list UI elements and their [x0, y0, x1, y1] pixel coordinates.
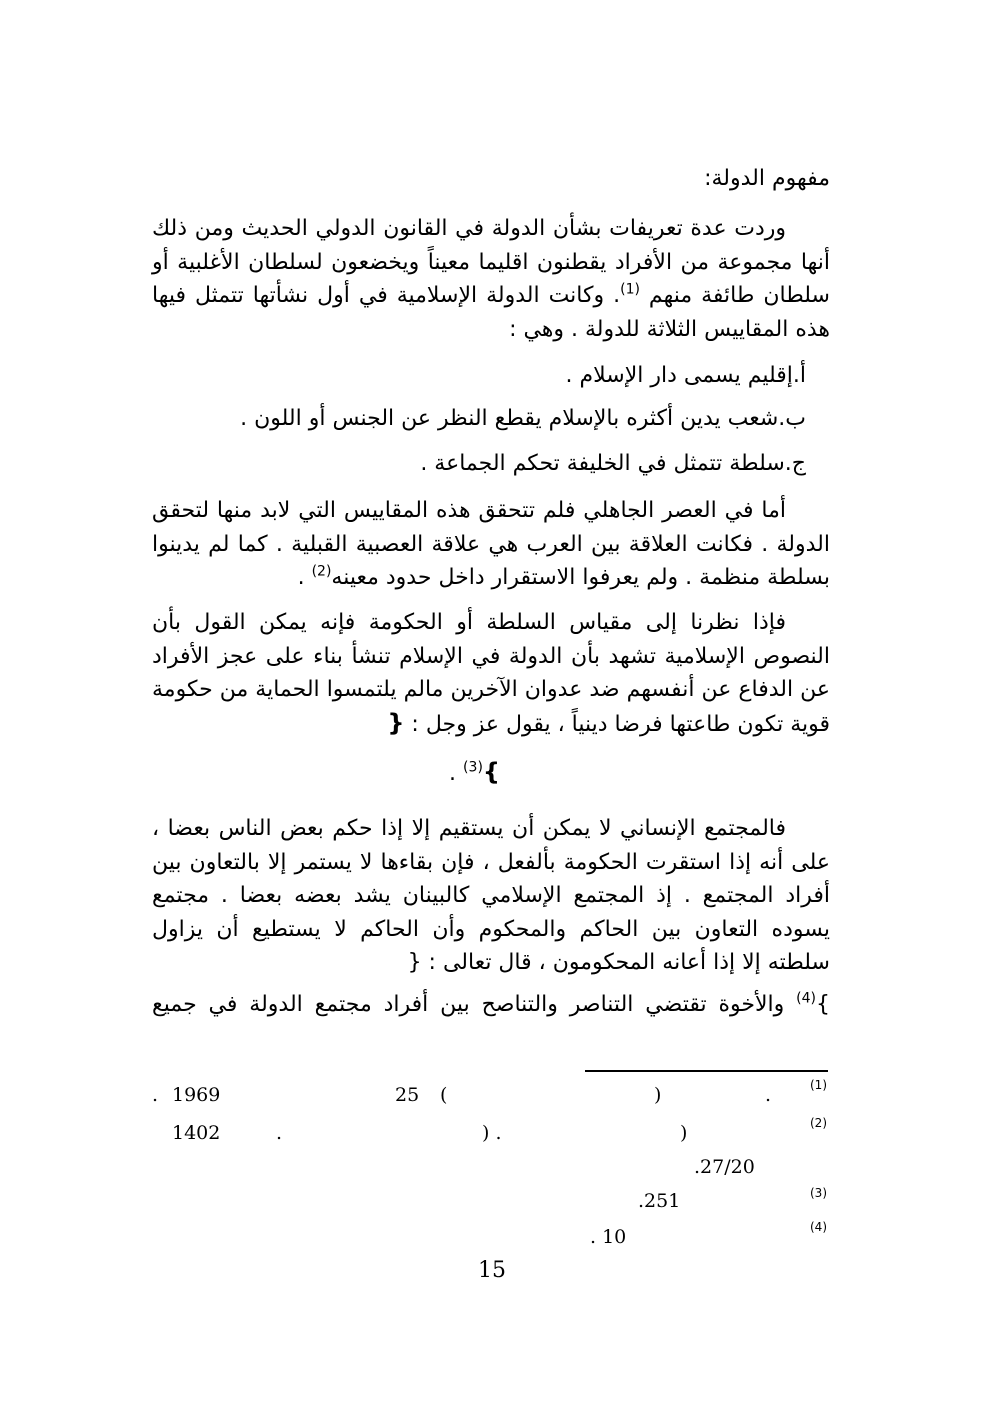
- paragraph-authority: [152, 606, 830, 741]
- page-number: 15: [478, 1258, 506, 1283]
- paragraph-text: وردت عدة تعريفات بشأن الدولة في القانون الدولي الحديث ومن ذلك أنها مجموعة من الأفراد يقطنون اقليما معيناً ويخضعون لسلطان الأغلبية أو سلطان طائفة منهم: [152, 216, 830, 308]
- footnote-2-dot: .: [276, 1122, 283, 1144]
- paragraph-text: فالمجتمع الإنساني لا يمكن أن يستقيم إلا إذا حكم بعض الناس بعضا ، على أنه إذا استقرت الحكومة بألفعل ، فإن بقاءها لا يستمر إلا بالتعاون بين أفراد المجتمع . إذ المجتمع الإسلامي كالبينان يشد بعضه بعضا . مجتمع يسوده التعاون بين الحاكم والمحكوم وأن الحاكم لا يستطيع أن يزاول سلطته إلا إذا أعانه المحكومون ، قال تعالى : {: [152, 816, 830, 975]
- footnote-1-dot: .: [765, 1084, 772, 1106]
- footnote-2-paren: ): [680, 1122, 688, 1144]
- footnote-1-year: 1969: [172, 1084, 221, 1106]
- footnote-mark-1: (1): [810, 1078, 827, 1092]
- list-item-territory: أ.إقليم يسمى دار الإسلام .: [565, 363, 806, 388]
- footnote-1-paren: (: [440, 1084, 448, 1106]
- quote-tail: [430, 758, 500, 786]
- section-heading: مفهوم الدولة:: [704, 166, 830, 191]
- quote-close-brace: }: [482, 758, 500, 786]
- list-item-people: ب.شعب يدين أكثره بالإسلام يقطع النظر عن الجنس أو اللون .: [240, 406, 806, 431]
- footnote-ref-1[interactable]: (1): [620, 281, 640, 298]
- paragraph-society: [152, 812, 830, 980]
- footnote-ref-4[interactable]: (4): [796, 990, 816, 1007]
- footnote-mark-4: (4): [810, 1220, 827, 1234]
- footnote-ref-3[interactable]: (3): [463, 759, 483, 776]
- footnote-2-year: 1402: [172, 1122, 221, 1144]
- footnote-1-page: 25: [395, 1084, 420, 1106]
- footnote-mark-3: (3): [810, 1186, 827, 1200]
- paragraph-text: .: [297, 565, 312, 590]
- paragraph-brotherhood: [152, 992, 830, 1017]
- footnote-ref-2[interactable]: (2): [311, 563, 332, 580]
- footnote-1-paren: ): [654, 1084, 662, 1106]
- footnote-separator: [585, 1070, 828, 1072]
- footnote-3-text: .251: [638, 1190, 681, 1212]
- list-item-authority: ج.سلطة تتمثل في الخليفة تحكم الجماعة .: [420, 451, 806, 476]
- paragraph-text: فإذا نظرنا إلى مقياس السلطة أو الحكومة فإنه يمكن القول بأن النصوص الإسلامية تشهد بأن الدولة في الإسلام تنشأ بناء على عجز الأفراد عن الدفاع عن أنفسهم ضد عدوان الآخرين مالم يلتمسوا الحماية من حكومة قوية تكون طاعتها فرضا دينياً ، يقول عز وجل :: [152, 610, 830, 737]
- paragraph-text: أما في العصر الجاهلي فلم تتحقق هذه المقاييس التي لابد منها لتحقق الدولة . فكانت العلاقة بين العرب هي علاقة العصبية القبلية . كما لم يدينوا بسلطة منظمة . ولم يعرفوا الاستقرار داخل حدود معينه: [152, 498, 830, 590]
- paragraph-text: والأخوة تقتضي التناصر والتناصح بين أفراد مجتمع الدولة في جميع: [152, 992, 797, 1017]
- paragraph-text: . وكانت الدولة الإسلامية في أول نشأتها تتمثل فيها هذه المقاييس الثلاثة للدولة . وهي :: [152, 283, 830, 342]
- quote-open-brace: {: [387, 708, 405, 737]
- footnote-4-text: . 10: [590, 1226, 627, 1248]
- paragraph-jahiliyya: [152, 494, 830, 595]
- paragraph-state-definition: [152, 212, 830, 346]
- footnote-mark-2: (2): [810, 1116, 827, 1130]
- quote-end-dot: .: [449, 761, 457, 786]
- footnote-2-paren: ) .: [482, 1122, 502, 1144]
- footnote-1-end: .: [152, 1084, 159, 1106]
- footnote-2-continuation: .27/20: [694, 1156, 755, 1178]
- quote-close-brace: }: [816, 992, 830, 1017]
